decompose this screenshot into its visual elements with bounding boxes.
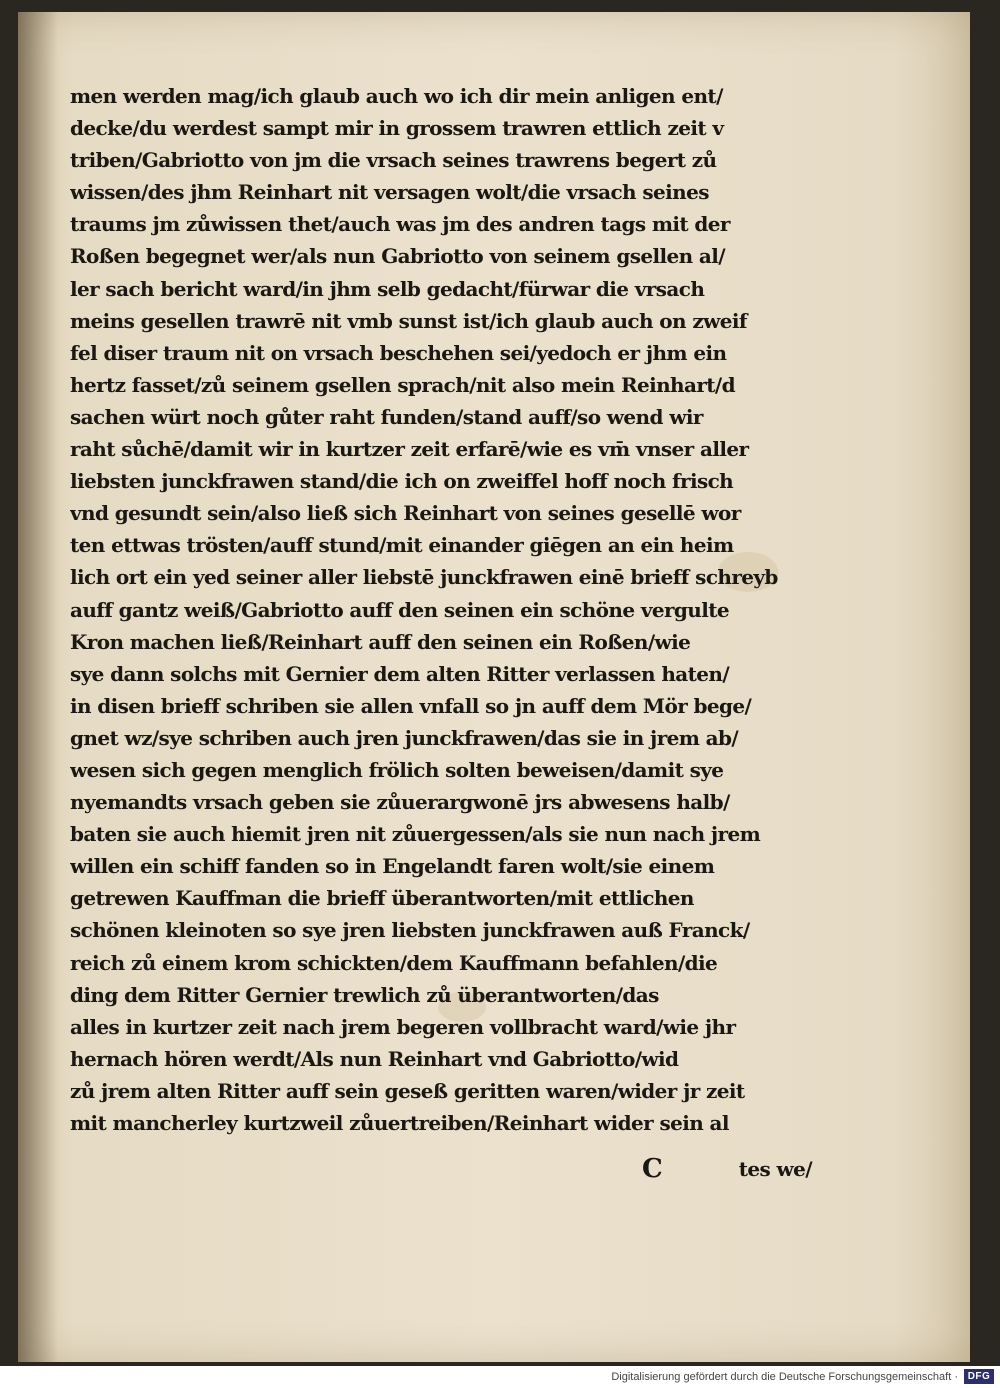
text-line: vnd gesundt sein/also ließ sich Reinhart von seines gesellē wor <box>70 501 741 526</box>
text-line: triben/Gabriotto von jm die vrsach seines trawrens begert zů <box>70 148 717 173</box>
digitization-footer <box>0 1366 1000 1388</box>
text-line: wesen sich gegen menglich frölich solten beweisen/damit sye <box>70 757 724 782</box>
text-line: alles in kurtzer zeit nach jrem begeren vollbracht ward/wie jhr <box>70 1014 736 1039</box>
catchword: tes we/ <box>738 1157 812 1181</box>
signature-mark: C <box>642 1154 663 1184</box>
text-line: sachen würt noch gůter raht funden/stand auff/so wend wir <box>70 404 703 429</box>
text-line: fel diser traum nit on vrsach beschehen sei/yedoch er jhm ein <box>70 340 727 365</box>
text-line: gnet wz/sye schriben auch jren junckfrawen/das sie in jrem ab/ <box>70 725 739 750</box>
text-line: Roßen begegnet wer/als nun Gabriotto von seinem gsellen al/ <box>70 244 725 269</box>
text-line: reich zů einem krom schickten/dem Kauffmann befahlen/die <box>70 950 718 975</box>
page-bottom-marks <box>70 1152 840 1186</box>
text-line: baten sie auch hiemit jren nit zůuergessen/als sie nun nach jrem <box>70 822 761 847</box>
text-line: lich ort ein yed seiner aller liebstē junckfrawen einē brieff schreyb <box>70 565 778 590</box>
text-line: ten ettwas trösten/auff stund/mit einander giēgen an ein heim <box>70 533 734 558</box>
text-line: willen ein schiff fanden so in Engelandt faren wolt/sie einem <box>70 854 715 879</box>
text-line: liebsten junckfrawen stand/die ich on zweiffel hoff noch frisch <box>70 469 734 494</box>
text-line: getrewen Kauffman die brieff überantworten/mit ettlichen <box>70 886 694 911</box>
text-line: traums jm zůwissen thet/auch was jm des andren tags mit der <box>70 212 730 237</box>
text-line: nyemandts vrsach geben sie zůuerargwonē jrs abwesens halb/ <box>70 790 730 815</box>
funding-credit: Digitalisierung gefördert durch die Deutsche Forschungsgemeinschaft · <box>611 1371 958 1383</box>
text-line: raht sůchē/damit wir in kurtzer zeit erfarē/wie es vm̄ vnser aller <box>70 437 749 462</box>
text-line: men werden mag/ich glaub auch wo ich dir mein anligen ent/ <box>70 84 723 108</box>
text-line: hertz fasset/zů seinem gsellen sprach/nit also mein Reinhart/d <box>70 372 735 397</box>
text-line: decke/du werdest sampt mir in grossem trawren ettlich zeit v <box>70 116 724 141</box>
text-line: hernach hören werdt/Als nun Reinhart vnd Gabriotto/wid <box>70 1046 679 1071</box>
spine-shadow <box>18 12 58 1362</box>
text-line: mit mancherley kurtzweil zůuertreiben/Reinhart wider sein al <box>70 1111 729 1135</box>
text-line: sye dann solchs mit Gernier dem alten Ritter verlassen haten/ <box>70 661 730 686</box>
book-page <box>18 12 970 1362</box>
dfg-logo: DFG <box>964 1369 994 1384</box>
page-text-block <box>70 80 840 1139</box>
text-line: ler sach bericht ward/in jhm selb gedacht/fürwar die vrsach <box>70 276 705 301</box>
text-line: auff gantz weiß/Gabriotto auff den seinen ein schöne vergulte <box>70 597 730 622</box>
text-line: meins gesellen trawrē nit vmb sunst ist/ich glaub auch on zweif <box>70 308 747 333</box>
text-line: ding dem Ritter Gernier trewlich zů überantworten/das <box>70 982 659 1007</box>
text-line: schönen kleinoten so sye jren liebsten junckfrawen auß Franck/ <box>70 918 750 943</box>
text-line: zů jrem alten Ritter auff sein geseß geritten waren/wider jr zeit <box>70 1078 745 1103</box>
text-line: wissen/des jhm Reinhart nit versagen wolt/die vrsach seines <box>70 180 709 205</box>
text-line: in disen brieff schriben sie allen vnfall so jn auff dem Mör bege/ <box>70 693 752 718</box>
text-line: Kron machen ließ/Reinhart auff den seinen ein Roßen/wie <box>70 629 691 654</box>
